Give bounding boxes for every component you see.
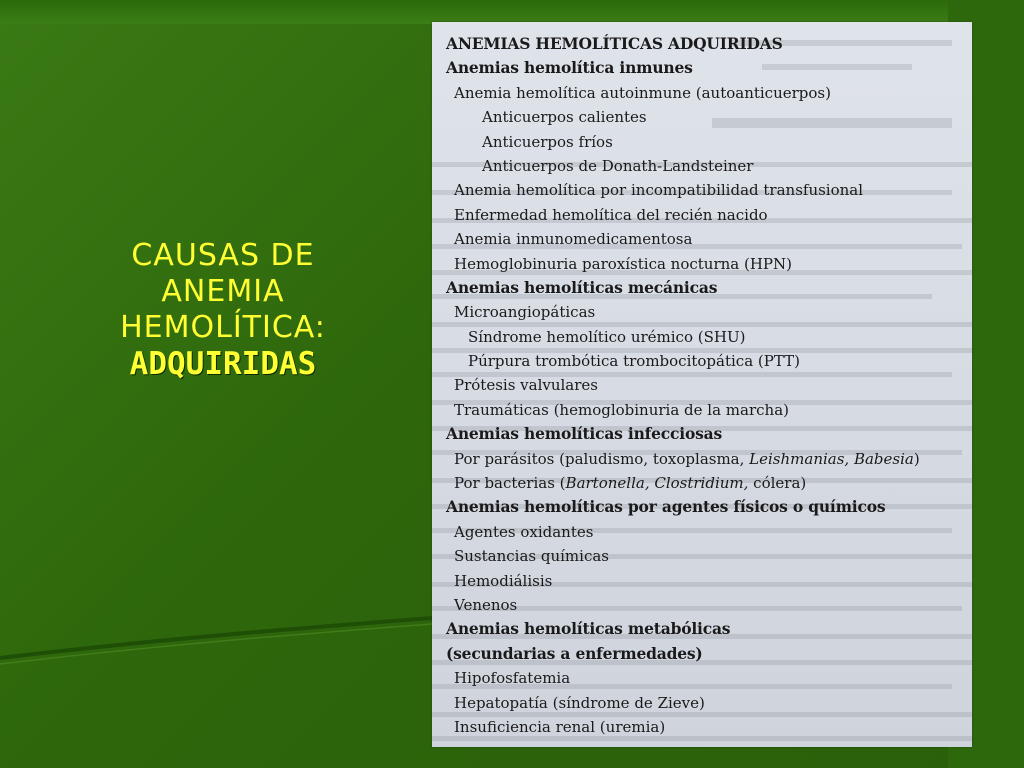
scan-main-title: ANEMIAS HEMOLÍTICAS ADQUIRIDAS (446, 34, 783, 53)
scan-list-item: Venenos (454, 595, 518, 614)
scan-list-item: Hemoglobinuria paroxística nocturna (HPN) (454, 254, 793, 273)
scan-list-item: Anemia inmunomedicamentosa (454, 230, 693, 249)
scan-section-heading: Anemias hemolíticas infecciosas (446, 424, 722, 444)
text-part: ) (913, 449, 920, 468)
scan-list-item: Insuficiencia renal (uremia) (454, 717, 666, 736)
italic-text-part: Leishmanias, Babesia (749, 449, 914, 468)
text-part: Por bacterias ( (454, 474, 566, 493)
scan-list-item: Anticuerpos de Donath-Landsteiner (482, 156, 754, 175)
text-part: Por parásitos (paludismo, toxoplasma, (454, 449, 750, 468)
scan-list-item: Sustancias químicas (454, 547, 609, 566)
slide-title (68, 238, 378, 382)
scan-list-item (446, 471, 972, 495)
scan-list-item: Hepatopatía (síndrome de Zieve) (454, 693, 705, 712)
scan-section-heading: Anemias hemolíticas metabólicas (446, 619, 731, 639)
scan-list-item: Síndrome hemolítico urémico (SHU) (468, 327, 746, 346)
scan-list-item: Microangiopáticas (454, 303, 596, 322)
scan-section-heading: (secundarias a enfermedades) (446, 643, 703, 663)
scan-list-item: Enfermedad hemolítica del recién nacido (454, 205, 768, 224)
title-emphasis: ADQUIRIDAS (129, 346, 317, 382)
scan-section-heading: Anemias hemolíticas mecánicas (446, 277, 718, 297)
title-line-1: CAUSAS DE (131, 238, 315, 273)
scan-list-item: Anemia hemolítica autoinmune (autoanticuerpos) (454, 83, 831, 102)
scan-section-heading: Anemias hemolítica inmunes (446, 58, 693, 78)
scan-list-item: Hipofosfatemia (454, 669, 571, 688)
scan-list-item: Anemia hemolítica por incompatibilidad transfusional (454, 181, 864, 200)
scan-text-lines (446, 32, 972, 739)
scan-section-heading: Anemias hemolíticas por agentes físicos o químicos (446, 497, 886, 517)
scan-list-item (446, 447, 972, 471)
title-line-3: HEMOLÍTICA: (120, 310, 326, 345)
scan-list-item: Anticuerpos calientes (482, 108, 647, 127)
text-part: cólera) (748, 474, 807, 493)
scan-list-item: Anticuerpos fríos (482, 132, 613, 151)
title-line-2: ANEMIA (161, 274, 285, 309)
scanned-textbook-page (432, 22, 972, 747)
italic-text-part: Bartonella, Clostridium, (565, 474, 749, 493)
scan-list-item: Traumáticas (hemoglobinuria de la marcha) (454, 400, 790, 419)
scan-list-item: Agentes oxidantes (454, 522, 594, 541)
scan-list-item: Púrpura trombótica trombocitopática (PTT) (468, 352, 800, 371)
scan-list-item: Prótesis valvulares (454, 376, 598, 395)
scan-list-item: Hemodiálisis (454, 571, 553, 590)
